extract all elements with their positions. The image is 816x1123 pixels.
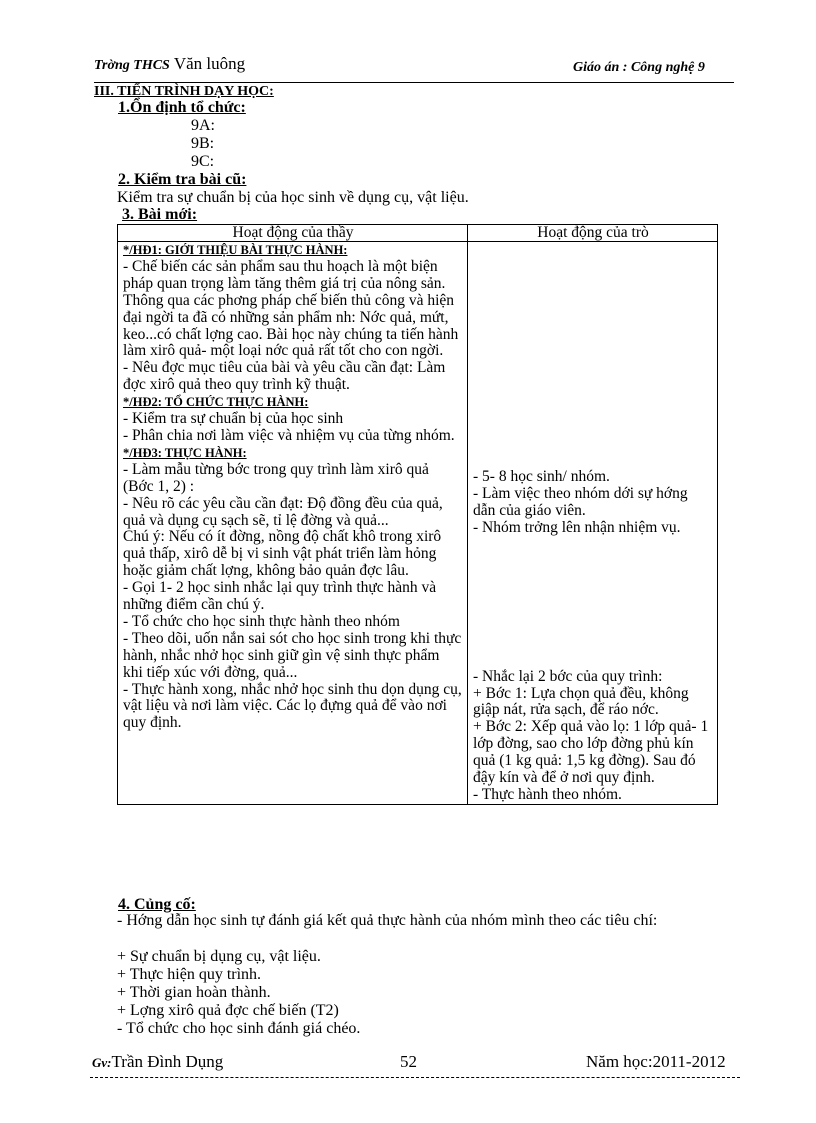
part4-line: + Thực hiện quy trình. [117, 966, 262, 983]
part3-title: 3. Bài mới: [122, 206, 198, 223]
teacher-line: - Phân chia nơi làm việc và nhiệm vụ của từng nhóm. [123, 426, 455, 444]
teacher-line: - Nêu rõ các yêu cầu cần đạt: Độ đồng đều của quả, quả và dụng cụ sạch sẽ, tỉ lệ đờng và quả... [123, 494, 443, 529]
student-line: - Nhắc lại 2 bớc của quy trình: [473, 667, 663, 685]
teacher-line: - Thực hành xong, nhắc nhở học sinh thu dọn dụng cụ, vật liệu và nơi làm việc. Các lọ đựng quả để vào nơi quy định. [123, 680, 462, 732]
activity-3-heading: */HĐ3: THỰC HÀNH: [123, 445, 247, 460]
activity-2-heading: */HĐ2: TỔ CHỨC THỰC HÀNH: [123, 395, 309, 410]
teacher-line: - Gọi 1- 2 học sinh nhắc lại quy trình thực hành và những điểm cần chú ý. [123, 579, 437, 614]
header-school [94, 54, 245, 74]
school-year: Năm học:2011-2012 [586, 1052, 726, 1071]
class-9b: 9B: [191, 135, 215, 152]
teacher-line: - Theo dõi, uốn nắn sai sót cho học sinh trong khi thực hành, nhắc nhở học sinh giữ gìn vệ sinh thực phẩm khi tiếp xúc với đờng, quả... [123, 629, 462, 681]
footer-teacher [92, 1052, 223, 1072]
section-title: III. TIẾN TRÌNH DẠY HỌC: [94, 84, 274, 99]
student-line: - 5- 8 học sinh/ nhóm. [473, 468, 610, 485]
student-line: - Nhóm trởng lên nhận nhiệm vụ. [473, 518, 681, 536]
part4-line: + Lợng xirô quả đợc chế biến (T2) [117, 1002, 339, 1019]
header-rule [94, 82, 734, 83]
student-line: - Làm việc theo nhóm dới sự hớng dẫn của giáo viên. [473, 484, 688, 519]
student-line: + Bớc 1: Lựa chọn quả đều, không giập nát, rửa sạch, để ráo nớc. [473, 684, 689, 719]
part4-line: - Hớng dẫn học sinh tự đánh giá kết quả thực hành của nhóm mình theo các tiêu chí: [117, 912, 658, 929]
part4-line: - Tổ chức cho học sinh đánh giá chéo. [117, 1020, 361, 1037]
part1-title: 1.Ổn định tổ chức: [118, 99, 246, 116]
teacher-line: - Tổ chức cho học sinh thực hành theo nhóm [123, 612, 400, 630]
teacher-line: - Kiểm tra sự chuẩn bị của học sinh [123, 410, 344, 428]
school-name: Văn luông [173, 54, 246, 73]
part4-line: + Sự chuẩn bị dụng cụ, vật liệu. [117, 948, 321, 965]
table-body-row [118, 242, 718, 805]
teacher-line: - Làm mẫu từng bớc trong quy trình làm xirô quả (Bớc 1, 2) : [123, 460, 429, 495]
activity-table [117, 224, 718, 805]
teacher-activities [118, 242, 468, 805]
school-prefix: Trờng THCS [94, 58, 170, 73]
part2-title: 2. Kiểm tra bài cũ: [118, 171, 247, 188]
teacher-name: Trần Đình Dụng [111, 1052, 224, 1071]
student-column-header: Hoạt động của trò [468, 225, 718, 242]
teacher-line: - Nêu đợc mục tiêu của bài và yêu cầu cần đạt: Làm đợc xirô quả theo quy trình kỹ thuật. [123, 359, 446, 394]
footer-rule [90, 1077, 740, 1078]
teacher-line: - Chế biến các sản phẩm sau thu hoạch là một biện pháp quan trọng làm tăng thêm giá trị của nông sản. Thông qua các phơng pháp chế biến thủ công và hiện đại ngời ta đã có những sản phẩm nh: Nớc quả, mứt, keo...có chất lợng cao. Bài học này chúng ta tiến hành làm xirô quả- một loại nớc quả rất tốt cho con ngời. [123, 257, 459, 360]
student-activities [468, 242, 718, 805]
teacher-note: Chú ý: Nếu có ít đờng, nồng độ chất khô trong xirô quả thấp, xirô dễ bị vi sinh vật phát triển làm hỏng hoặc giảm chất lợng, không bảo quản đợc lâu. [123, 528, 442, 580]
student-line: + Bớc 2: Xếp quả vào lọ: 1 lớp quả- 1 lớp đờng, sao cho lớp đờng phủ kín quả (1 kg quả: 1,5 kg đờng). Sau đó đậy kín và để ở nơi quy định. [473, 718, 709, 787]
gv-label: Gv: [92, 1055, 112, 1070]
teacher-column-header: Hoạt động của thầy [118, 225, 468, 242]
plan-title: Giáo án : Công nghệ 9 [573, 60, 705, 75]
class-9c: 9C: [191, 153, 215, 170]
student-spacer [473, 242, 713, 469]
page-number: 52 [400, 1052, 417, 1071]
part4-title: 4. Củng cố: [118, 896, 196, 913]
student-line: - Thực hành theo nhóm. [473, 785, 622, 803]
class-9a: 9A: [191, 117, 215, 134]
activity-1-heading: */HĐ1: GIỚI THIỆU BÀI THỰC HÀNH: [123, 243, 348, 257]
part4-line: + Thời gian hoàn thành. [117, 984, 271, 1001]
student-spacer [473, 537, 713, 669]
part2-text: Kiểm tra sự chuẩn bị của học sinh về dụng cụ, vật liệu. [117, 189, 469, 206]
table-header-row [118, 225, 718, 242]
